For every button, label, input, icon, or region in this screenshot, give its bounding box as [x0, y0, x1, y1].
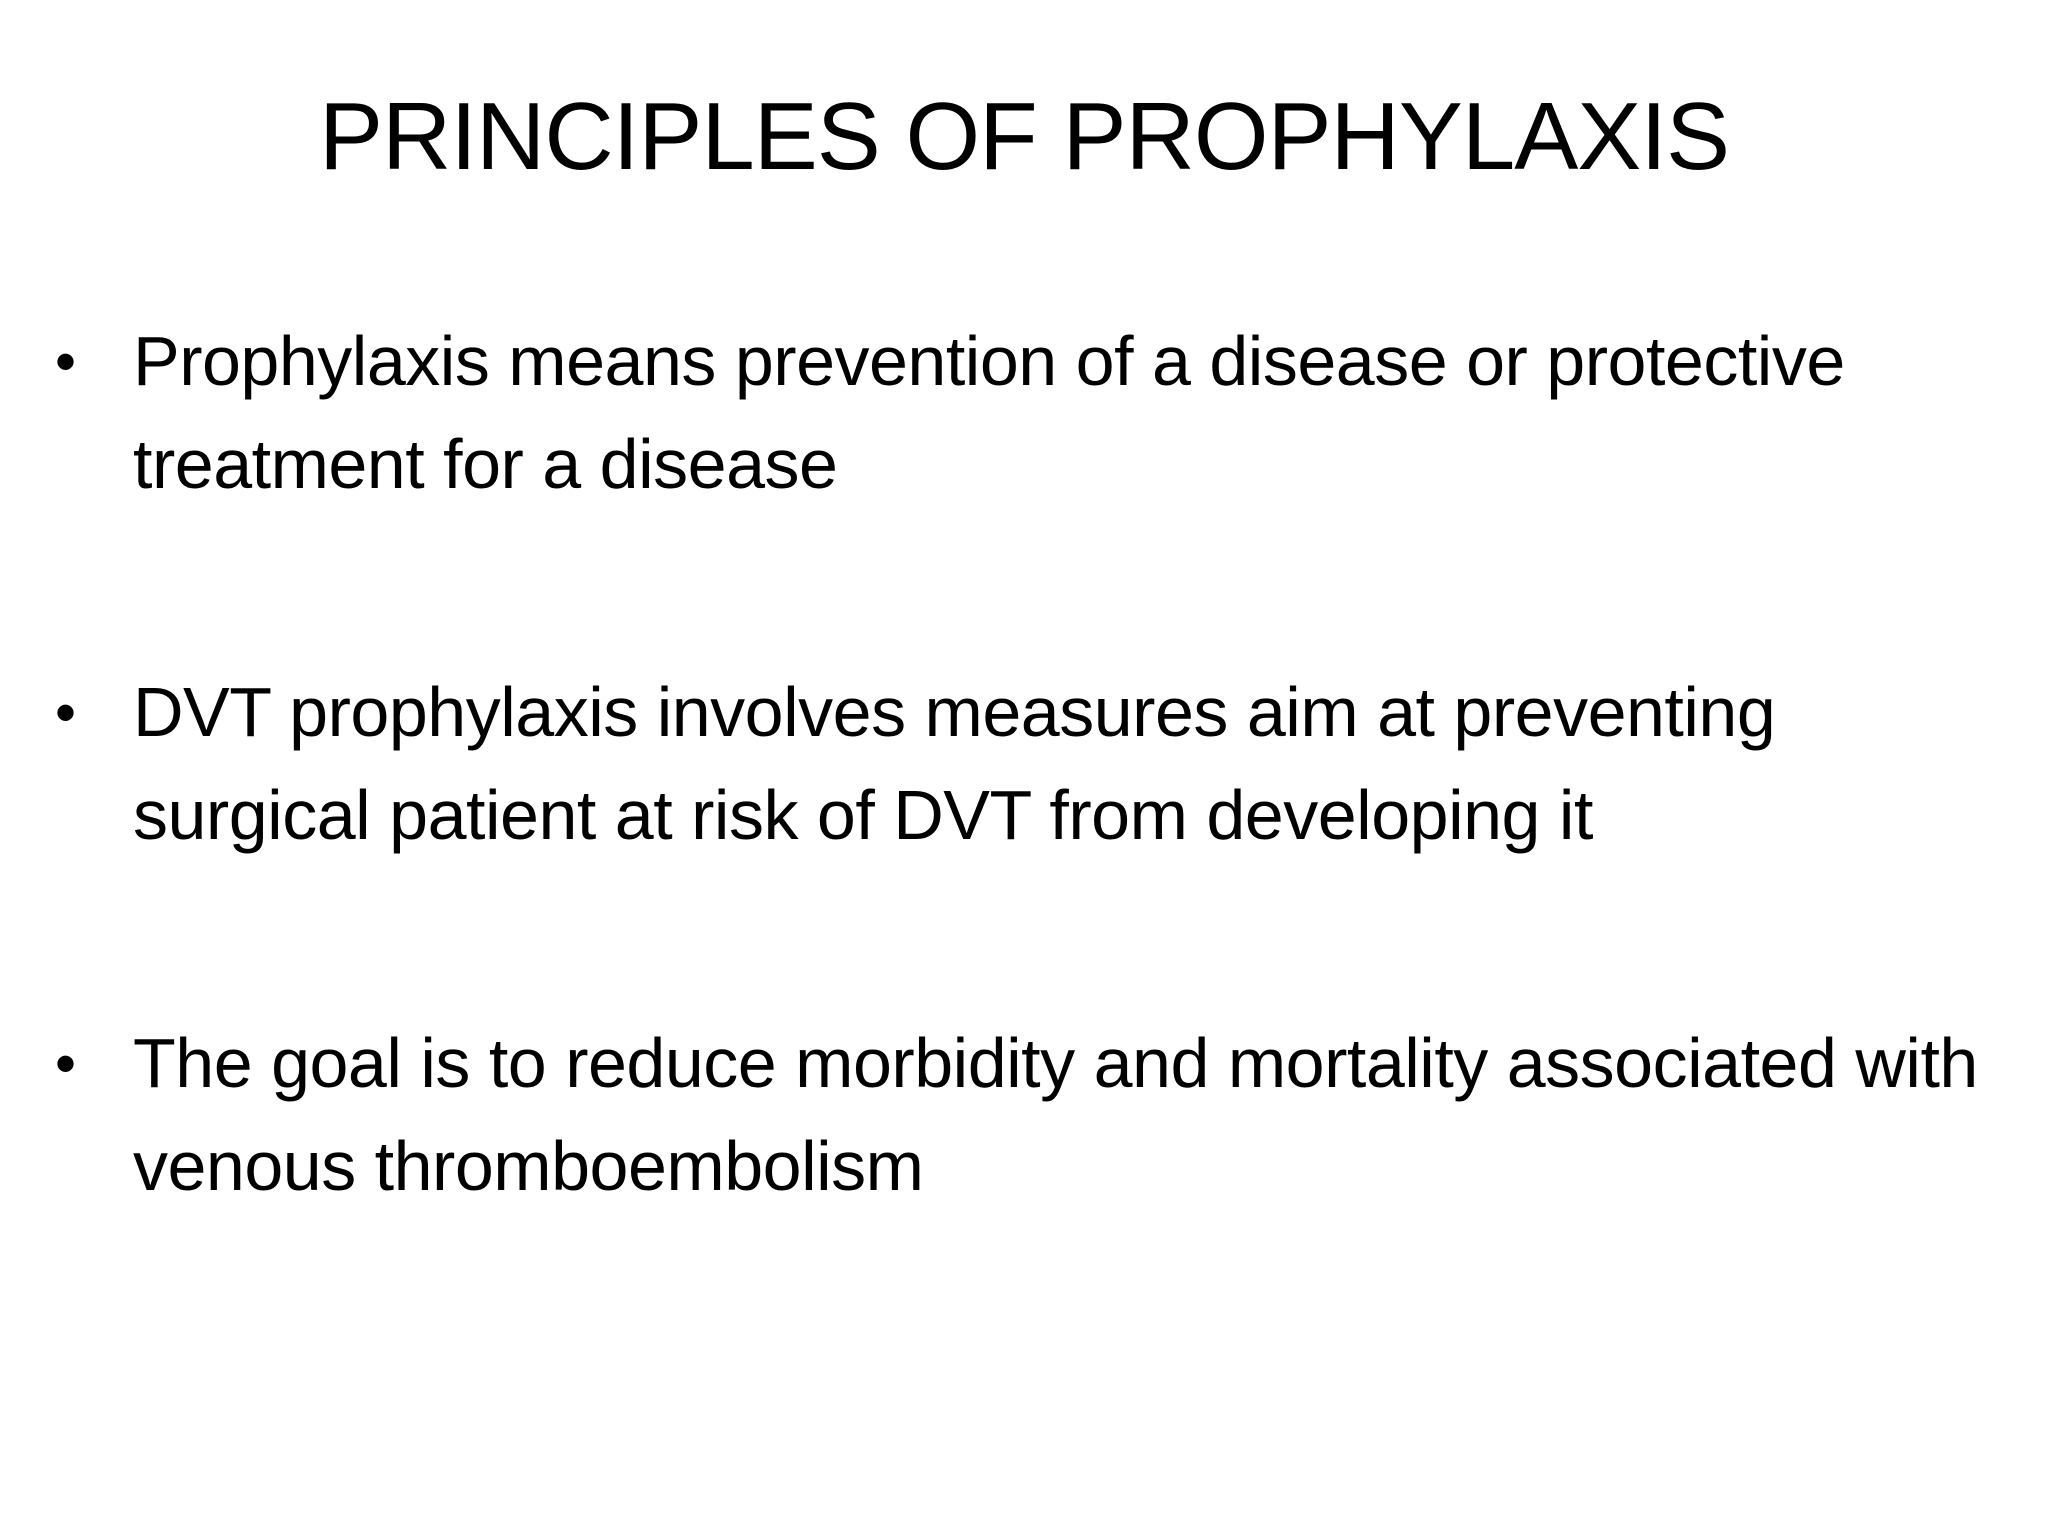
bullet-icon: • — [55, 328, 76, 395]
bullet-list — [55, 310, 2005, 1218]
bullet-icon: • — [55, 679, 76, 746]
bullet-item — [55, 310, 2005, 516]
bullet-text: DVT prophylaxis involves measures aim at preventing surgical patient at risk of DVT from developing it — [133, 673, 1776, 854]
bullet-icon: • — [55, 1030, 76, 1097]
bullet-item — [55, 1012, 2005, 1218]
slide-title: PRINCIPLES OF PROPHYLAXIS — [318, 83, 1730, 190]
bullet-text: The goal is to reduce morbidity and mortality associated with venous thromboembolism — [133, 1024, 1978, 1205]
bullet-item — [55, 661, 2005, 867]
bullet-text: Prophylaxis means prevention of a disease or protective treatment for a disease — [133, 322, 1845, 503]
